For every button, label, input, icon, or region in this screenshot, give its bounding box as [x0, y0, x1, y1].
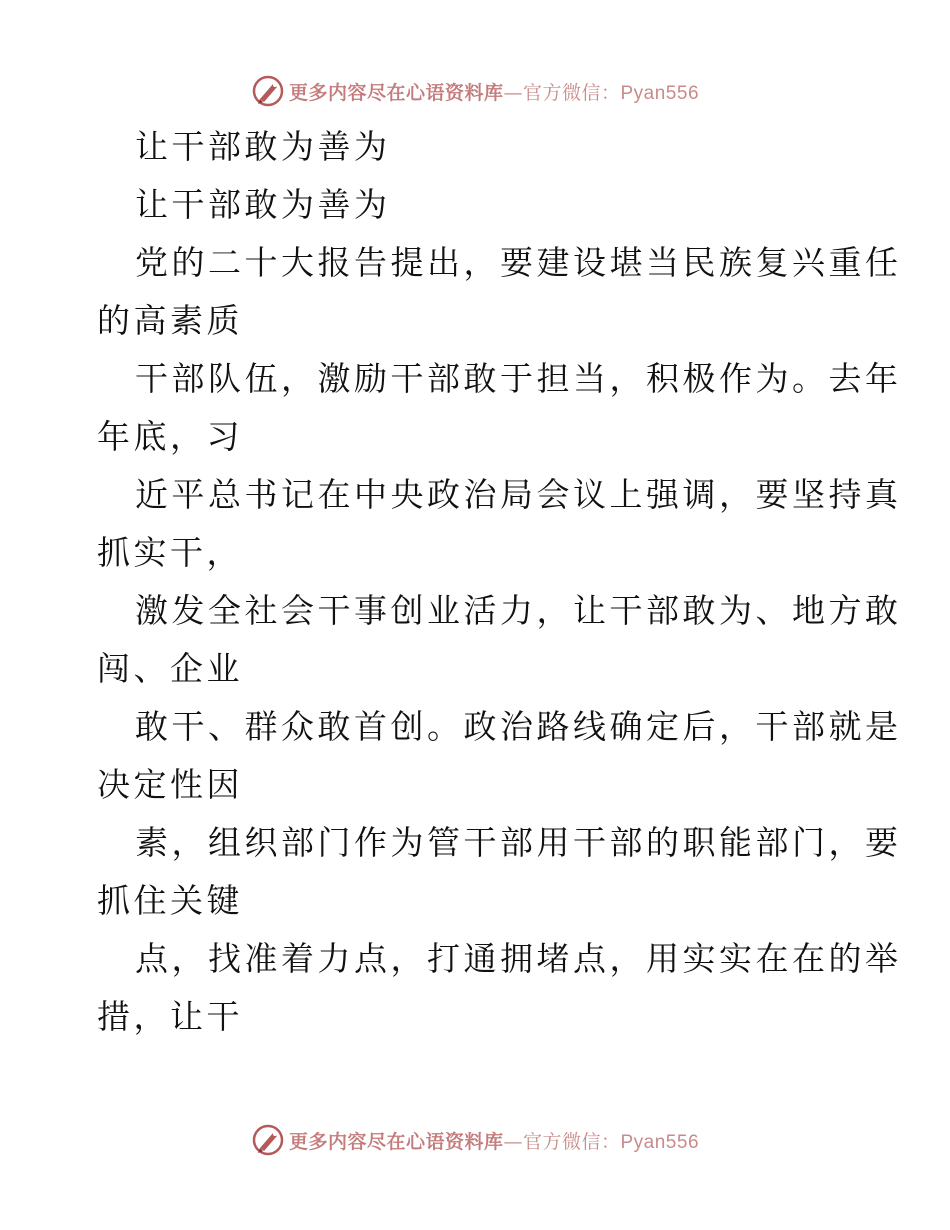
text-line: 让干部敢为善为 [135, 185, 391, 224]
watermark-dash: — [503, 81, 523, 104]
text-line: 抓实干， [97, 533, 243, 572]
text-line: 素，组织部门作为管干部用干部的职能部门，要 [135, 823, 902, 862]
text-line: 年底，习 [97, 417, 243, 456]
text-line: 抓住关键 [97, 881, 243, 920]
watermark-dash: — [503, 1130, 523, 1153]
text-line: 敢干、群众敢首创。政治路线确定后，干部就是 [135, 707, 902, 746]
text-line: 近平总书记在中央政治局会议上强调，要坚持真 [135, 475, 902, 514]
text-line: 让干部敢为善为 [135, 127, 391, 166]
document-body [97, 118, 902, 1046]
watermark-text [289, 1127, 699, 1154]
text-line: 党的二十大报告提出，要建设堪当民族复兴重任 [135, 243, 902, 282]
pen-logo-icon [251, 74, 285, 108]
text-line: 措，让干 [97, 997, 243, 1036]
text-line: 的高素质 [97, 301, 243, 340]
watermark-text [289, 78, 699, 105]
header-watermark [0, 71, 950, 111]
watermark-official: 官方微信： [522, 1130, 621, 1153]
watermark-wechat-id: Pyan556 [620, 82, 700, 104]
watermark-official: 官方微信： [522, 81, 621, 104]
watermark-wechat-id: Pyan556 [620, 1131, 700, 1153]
watermark-brand: 更多内容尽在心语资料库 [288, 81, 504, 104]
text-line: 闯、企业 [97, 649, 243, 688]
text-line: 决定性因 [97, 765, 243, 804]
text-line: 激发全社会干事创业活力，让干部敢为、地方敢 [135, 591, 902, 630]
watermark-brand: 更多内容尽在心语资料库 [288, 1130, 504, 1153]
footer-watermark [0, 1120, 950, 1160]
text-line: 干部队伍，激励干部敢于担当，积极作为。去年 [135, 359, 902, 398]
text-line: 点，找准着力点，打通拥堵点，用实实在在的举 [135, 939, 902, 978]
pen-logo-icon [251, 1123, 285, 1157]
